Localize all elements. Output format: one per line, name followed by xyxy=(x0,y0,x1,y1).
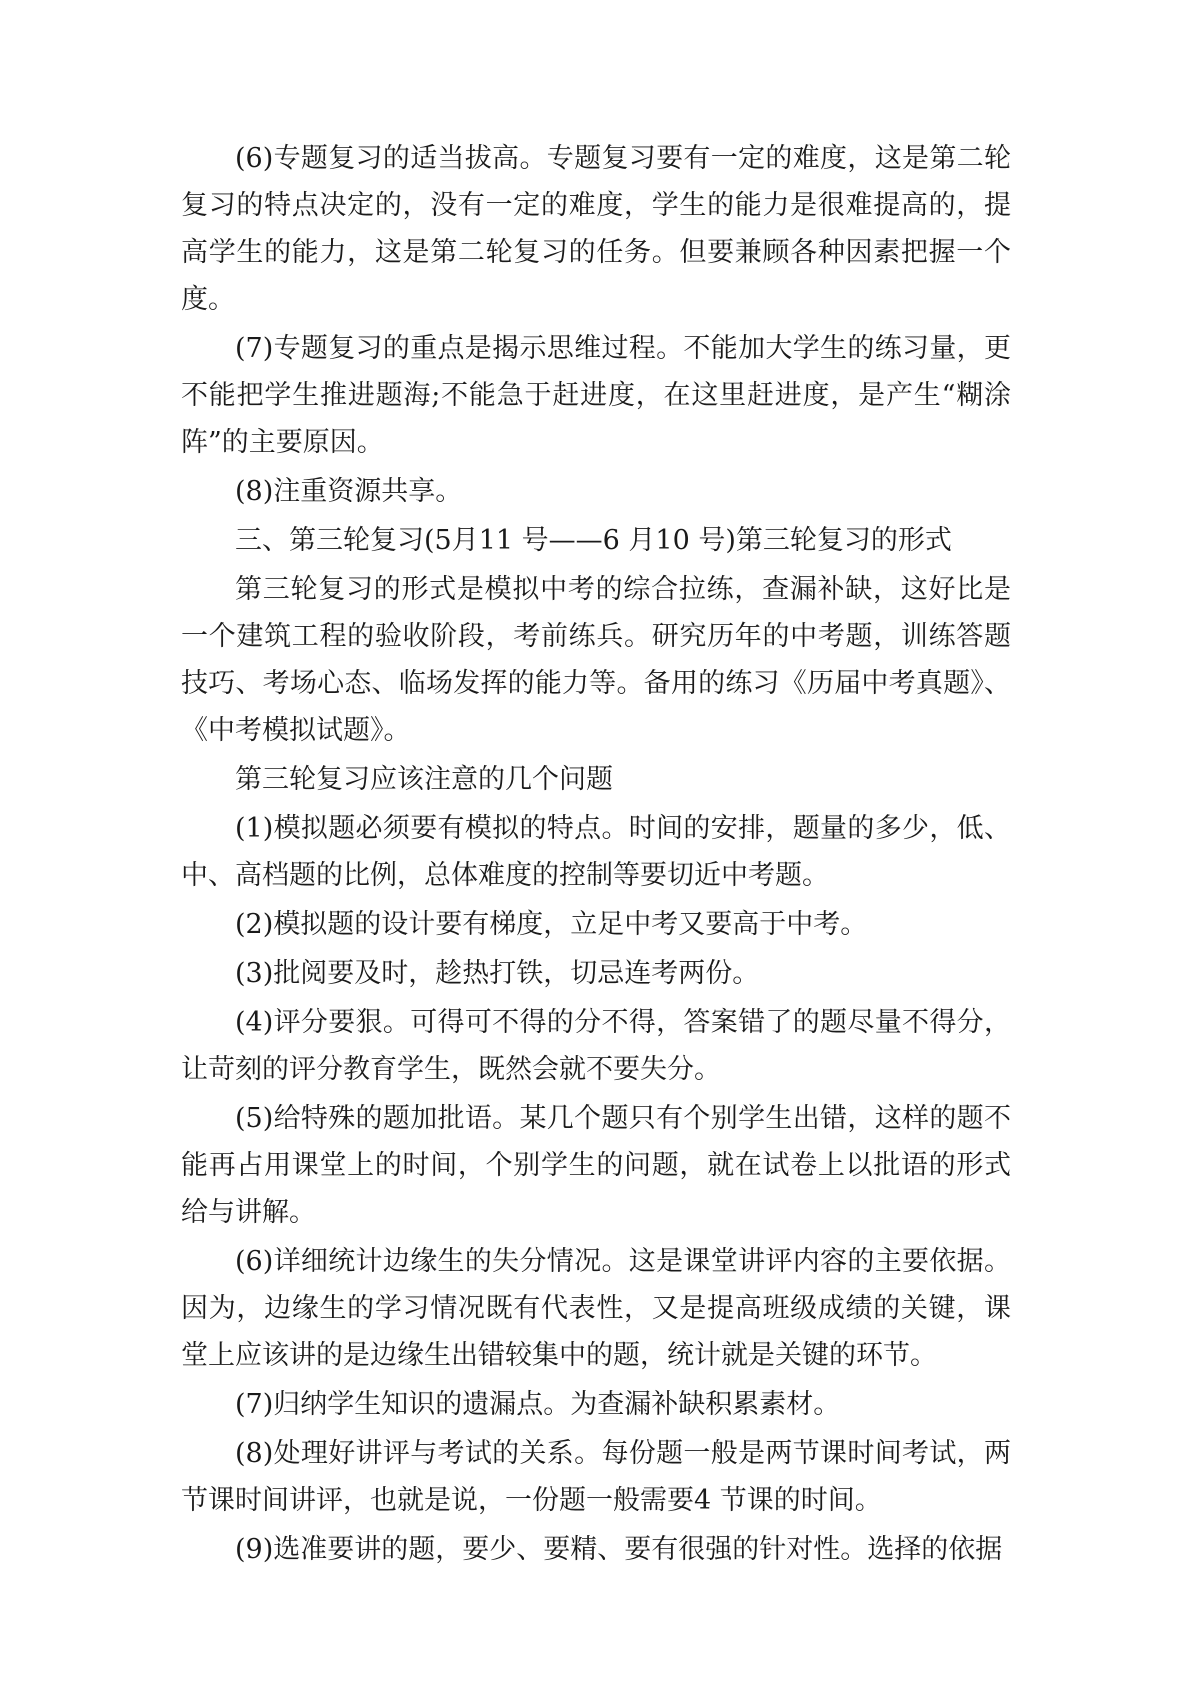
section-heading: 三、第三轮复习(5月11 号——6 月10 号)第三轮复习的形式 xyxy=(235,525,952,556)
paragraph: (8)注重资源共享。 xyxy=(235,476,463,507)
paragraph: (1)模拟题必须要有模拟的特点。时间的安排，题量的多少，低、中、高档题的比例，总体难度的控制等要切近中考题。 xyxy=(181,813,1011,891)
paragraph: (4)评分要狠。可得可不得的分不得，答案错了的题尽量不得分，让苛刻的评分教育学生，既然会就不要失分。 xyxy=(181,1007,1011,1085)
paragraph: (3)批阅要及时，趁热打铁，切忌连考两份。 xyxy=(235,958,760,989)
paragraph: (2)模拟题的设计要有梯度，立足中考又要高于中考。 xyxy=(235,909,868,940)
subsection-heading: 第三轮复习应该注意的几个问题 xyxy=(235,764,613,795)
paragraph: (7)归纳学生知识的遗漏点。为查漏补缺积累素材。 xyxy=(235,1389,841,1420)
paragraph: (5)给特殊的题加批语。某几个题只有个别学生出错，这样的题不能再占用课堂上的时间，个别学生的问题，就在试卷上以批语的形式给与讲解。 xyxy=(181,1103,1011,1228)
document-body xyxy=(181,135,1011,1575)
paragraph: (7)专题复习的重点是揭示思维过程。不能加大学生的练习量，更不能把学生推进题海;不能急于赶进度，在这里赶进度，是产生“糊涂阵”的主要原因。 xyxy=(181,333,1011,458)
paragraph: (6)详细统计边缘生的失分情况。这是课堂讲评内容的主要依据。因为，边缘生的学习情况既有代表性，又是提高班级成绩的关键，课堂上应该讲的是边缘生出错较集中的题，统计就是关键的环节。 xyxy=(181,1246,1011,1371)
paragraph: (6)专题复习的适当拔高。专题复习要有一定的难度，这是第二轮复习的特点决定的，没有一定的难度，学生的能力是很难提高的，提高学生的能力，这是第二轮复习的任务。但要兼顾各种因素把握一个度。 xyxy=(181,143,1011,315)
paragraph: (8)处理好讲评与考试的关系。每份题一般是两节课时间考试，两节课时间讲评，也就是说，一份题一般需要4 节课的时间。 xyxy=(181,1438,1011,1516)
paragraph: (9)选准要讲的题，要少、要精、要有很强的针对性。选择的依据 xyxy=(235,1534,1003,1565)
paragraph: 第三轮复习的形式是模拟中考的综合拉练，查漏补缺，这好比是一个建筑工程的验收阶段，考前练兵。研究历年的中考题，训练答题技巧、考场心态、临场发挥的能力等。备用的练习《历届中考真题》、《中考模拟试题》。 xyxy=(181,574,1011,746)
